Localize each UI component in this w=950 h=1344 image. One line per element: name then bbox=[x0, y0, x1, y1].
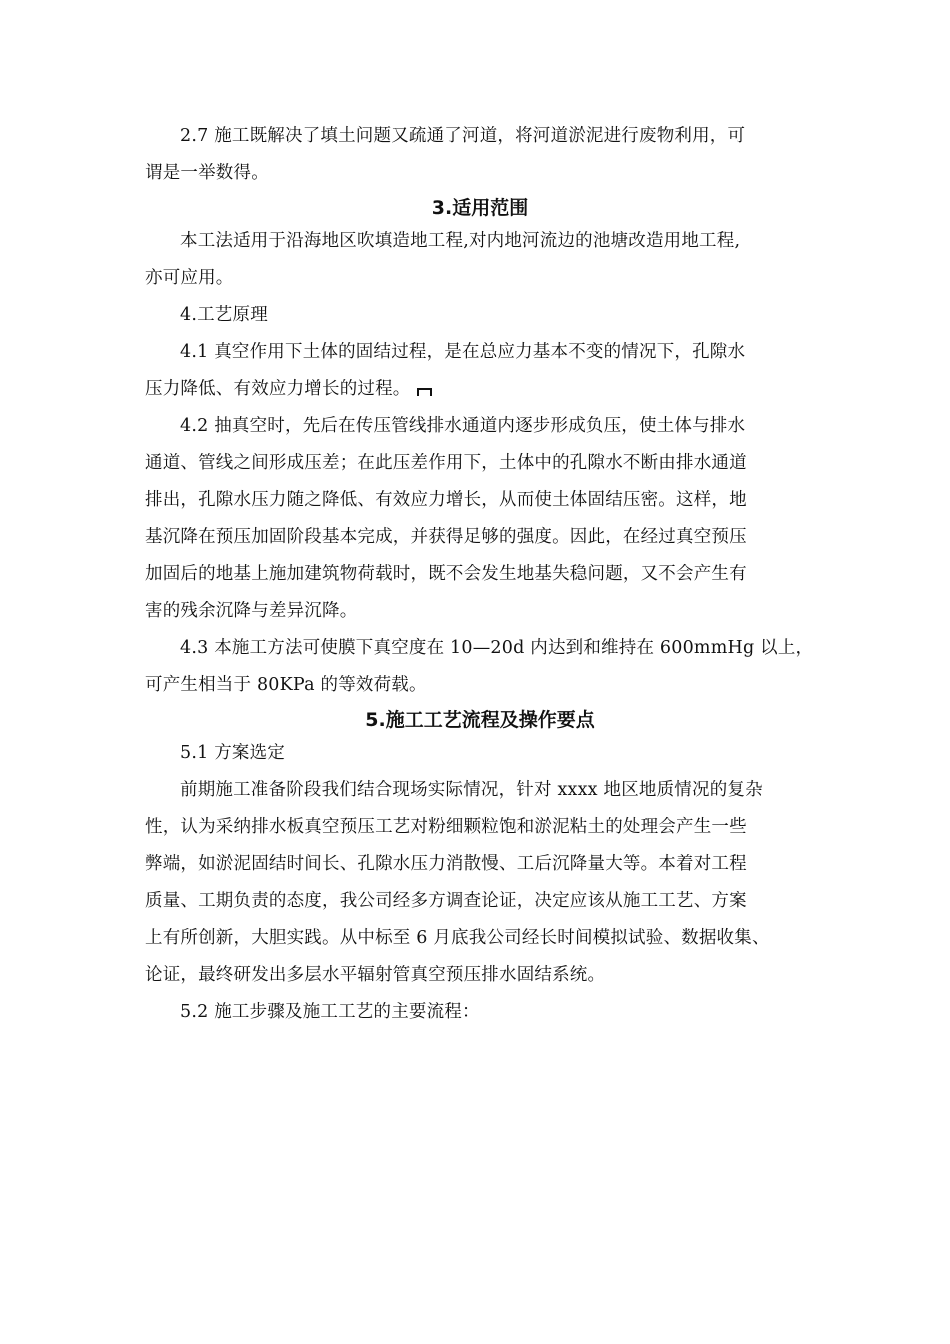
text-line: 弊端，如淤泥固结时间长、孔隙水压力消散慢、工后沉降量大等。本着对工程 bbox=[145, 854, 747, 874]
paragraph-4-1 bbox=[145, 334, 815, 408]
text-line: 加固后的地基上施加建筑物荷载时，既不会发生地基失稳问题，又不会产生有 bbox=[145, 564, 747, 584]
subsection-heading-5-2 bbox=[145, 994, 815, 1031]
text-line: 5.1 方案选定 bbox=[180, 743, 285, 763]
text-line: 本工法适用于沿海地区吹填造地工程,对内地河流边的池塘改造用地工程, bbox=[180, 231, 741, 251]
paragraph-4-3 bbox=[145, 630, 815, 704]
text-line: 4.3 本施工方法可使膜下真空度在 10—20d 内达到和维持在 600mmHg 以上， bbox=[180, 638, 814, 658]
text-line: 前期施工准备阶段我们结合现场实际情况，针对 xxxx 地区地质情况的复杂 bbox=[180, 780, 763, 800]
paragraph-2-7 bbox=[145, 118, 815, 192]
section-heading-3: 3.适用范围 bbox=[431, 197, 529, 219]
text-line: 亦可应用。 bbox=[145, 268, 234, 288]
bracket-mark-icon bbox=[417, 388, 432, 396]
text-line: 2.7 施工既解决了填土问题又疏通了河道，将河道淤泥进行废物利用，可 bbox=[180, 126, 746, 146]
text-line: 质量、工期负责的态度，我公司经多方调查论证，决定应该从施工工艺、方案 bbox=[145, 891, 747, 911]
document-page bbox=[145, 118, 815, 1031]
paragraph-3 bbox=[145, 223, 815, 297]
text-line: 可产生相当于 80KPa 的等效荷载。 bbox=[145, 675, 427, 695]
text-line: 基沉降在预压加固阶段基本完成，并获得足够的强度。因此，在经过真空预压 bbox=[145, 527, 747, 547]
text-line: 5.2 施工步骤及施工工艺的主要流程： bbox=[180, 1002, 480, 1022]
section-heading-5: 5.施工工艺流程及操作要点 bbox=[365, 709, 595, 731]
text-line: 性，认为采纳排水板真空预压工艺对粉细颗粒饱和淤泥粘土的处理会产生一些 bbox=[145, 817, 747, 837]
text-line: 通道、管线之间形成压差；在此压差作用下，土体中的孔隙水不断由排水通道 bbox=[145, 453, 747, 473]
subsection-heading-5-1 bbox=[145, 735, 815, 772]
text-line: 害的残余沉降与差异沉降。 bbox=[145, 601, 358, 621]
section-heading-4 bbox=[145, 297, 815, 334]
text-line: 4.工艺原理 bbox=[180, 305, 268, 325]
text-line: 谓是一举数得。 bbox=[145, 163, 269, 183]
text-line bbox=[145, 371, 815, 408]
text-line: 4.2 抽真空时，先后在传压管线排水通道内逐步形成负压，使土体与排水 bbox=[180, 416, 746, 436]
text-line: 上有所创新，大胆实践。从中标至 6 月底我公司经长时间模拟试验、数据收集、 bbox=[145, 928, 770, 948]
paragraph-4-2 bbox=[145, 408, 815, 630]
text-line: 排出，孔隙水压力随之降低、有效应力增长，从而使土体固结压密。这样，地 bbox=[145, 490, 747, 510]
text-segment: 压力降低、有效应力增长的过程。 bbox=[145, 379, 411, 399]
text-line: 4.1 真空作用下土体的固结过程，是在总应力基本不变的情况下，孔隙水 bbox=[180, 342, 746, 362]
paragraph-5-1 bbox=[145, 772, 815, 994]
text-line: 论证，最终研发出多层水平辐射管真空预压排水固结系统。 bbox=[145, 965, 606, 985]
